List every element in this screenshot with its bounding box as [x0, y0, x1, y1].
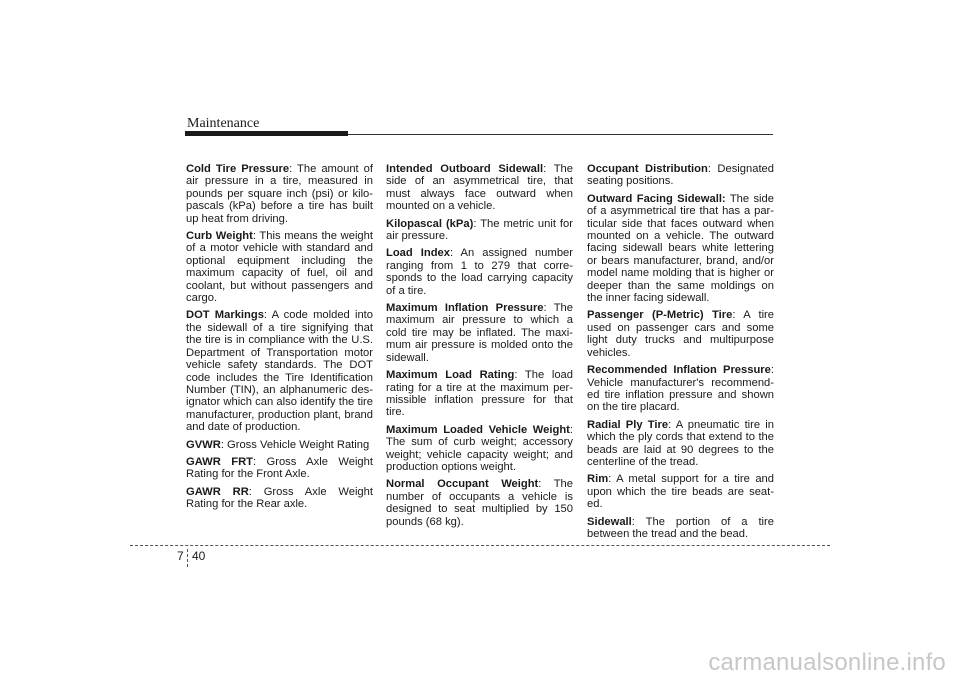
- page-number: 40: [192, 549, 206, 563]
- definition-entry: [386, 302, 573, 364]
- definition-term: Occupant Distribution: [587, 163, 708, 175]
- definition-entry: [386, 478, 573, 528]
- column-1: [186, 163, 373, 516]
- definition-text: : A code molded into the sidewall of a tire signifying that the tire is in compliance with the U.S. Department of Transportation motor vehicle safety standards. The DOT code includes the Tire Identification Number (TIN), an alphanumeric des-ignator which can also identify the tire manufacturer, production plant, brand and date of production.: [186, 309, 373, 434]
- definition-entry: [186, 309, 373, 433]
- definition-text: : Gross Axle Weight Rating for the Rear axle.: [186, 485, 373, 511]
- definition-text: : Gross Axle Weight Rating for the Front Axle.: [186, 455, 373, 481]
- definition-text: : The amount of air pressure in a tire, measured in pounds per square inch (psi) or kilo-pascals (kPa) before a tire has built up heat from driving.: [186, 163, 374, 225]
- definition-term: Maximum Inflation Pressure: [386, 302, 544, 315]
- definition-term: Outward Facing Sidewall:: [587, 192, 726, 205]
- definition-text: : Gross Vehicle Weight Rating: [220, 438, 370, 451]
- definition-text: : The portion of a tire between the tread and the bead.: [587, 515, 774, 540]
- definition-text: : This means the weight of a motor vehicle with standard and optional equipment including the maximum capacity of fuel, oil and coolant, but without passengers and cargo.: [186, 230, 373, 305]
- definition-entry: [587, 473, 774, 510]
- definition-term: Curb Weight: [186, 230, 253, 243]
- definition-term: Recommended Inflation Pressure: [587, 364, 771, 377]
- definition-text: : The metric unit for air pressure.: [386, 217, 573, 243]
- definition-entry: [587, 419, 774, 469]
- definition-term: Cold Tire Pressure: [186, 163, 290, 175]
- definition-term: GVWR: [186, 438, 221, 451]
- definition-term: Kilopascal (kPa): [386, 217, 474, 230]
- watermark: carmanualsonline.info: [708, 649, 946, 676]
- definition-entry: [386, 369, 573, 419]
- definition-text: : The sum of curb weight; accessory weight; vehicle capacity weight; and production options weight.: [386, 423, 573, 473]
- header-rule-thin: [348, 134, 773, 135]
- definition-text: : The maximum air pressure to which a cold tire may be inflated. The maxi-mum air pressure is molded onto the sidewall.: [386, 302, 573, 364]
- definition-term: Rim: [587, 473, 609, 486]
- chapter-number: 7: [177, 549, 184, 563]
- definition-term: Maximum Load Rating: [386, 369, 515, 382]
- definition-term: DOT Markings: [186, 309, 264, 322]
- definition-entry: [186, 439, 373, 451]
- definition-term: Normal Occupant Weight: [386, 478, 539, 491]
- definition-entry: [386, 163, 573, 213]
- column-3: [587, 163, 774, 545]
- definition-entry: [186, 230, 373, 304]
- definition-entry: [587, 364, 774, 414]
- definition-term: Radial Ply Tire: [587, 418, 669, 431]
- definition-term: Load Index: [386, 247, 450, 260]
- definition-entry: [587, 309, 774, 359]
- definition-text: : Designated seating positions.: [587, 163, 774, 188]
- definition-entry: [186, 486, 373, 511]
- footer-rule: [130, 545, 830, 546]
- definition-entry: [186, 456, 373, 481]
- definition-entry: [386, 424, 573, 474]
- definition-text: : A pneumatic tire in which the ply cords that extend to the beads are laid at 90 degrees to the centerline of the tread.: [587, 418, 774, 468]
- section-title: Maintenance: [187, 116, 260, 131]
- definition-entry: [587, 163, 774, 188]
- definition-entry: [587, 193, 774, 305]
- definition-term: GAWR RR: [186, 485, 249, 498]
- definition-text: : The side of an asymmetrical tire, that must always face outward when mounted on a vehicle.: [386, 163, 574, 213]
- definition-text: : A metal support for a tire and upon which the tire beads are seat-ed.: [587, 473, 774, 511]
- definition-text: : Vehicle manufacturer's recommend-ed tire inflation pressure and shown on the tire placard.: [587, 364, 774, 414]
- header-rule-thick: [185, 131, 348, 136]
- definition-entry: [186, 163, 373, 225]
- definition-term: Maximum Loaded Vehicle Weight: [386, 423, 570, 436]
- page-number-divider: [187, 549, 188, 567]
- definition-term: Sidewall: [587, 515, 632, 528]
- definition-term: GAWR FRT: [186, 455, 253, 468]
- definition-entry: [587, 516, 774, 541]
- definition-text: : The load rating for a tire at the maximum per-missible inflation pressure for that tire.: [386, 369, 573, 419]
- definition-entry: [386, 247, 573, 297]
- definition-term: Passenger (P-Metric) Tire: [587, 309, 733, 322]
- definition-text: : The number of occupants a vehicle is designed to seat multiplied by 150 pounds (68 kg).: [386, 478, 573, 528]
- definition-term: Intended Outboard Sidewall: [386, 163, 544, 175]
- definition-text: : An assigned number ranging from 1 to 279 that corre-sponds to the load carrying capacity of a tire.: [386, 247, 573, 297]
- column-2: [386, 163, 573, 533]
- definition-text: The side of a asymmetrical tire that has a par-ticular side that faces outward when mounted on a vehicle. The outward facing sidewall bears white lettering or bears manufacturer, brand, and/or model name molding that is higher or deeper than the same moldings on the inner facing sidewall.: [587, 192, 774, 305]
- definition-entry: [386, 218, 573, 243]
- definition-text: : A tire used on passenger cars and some light duty trucks and multipurpose vehicles.: [587, 309, 774, 359]
